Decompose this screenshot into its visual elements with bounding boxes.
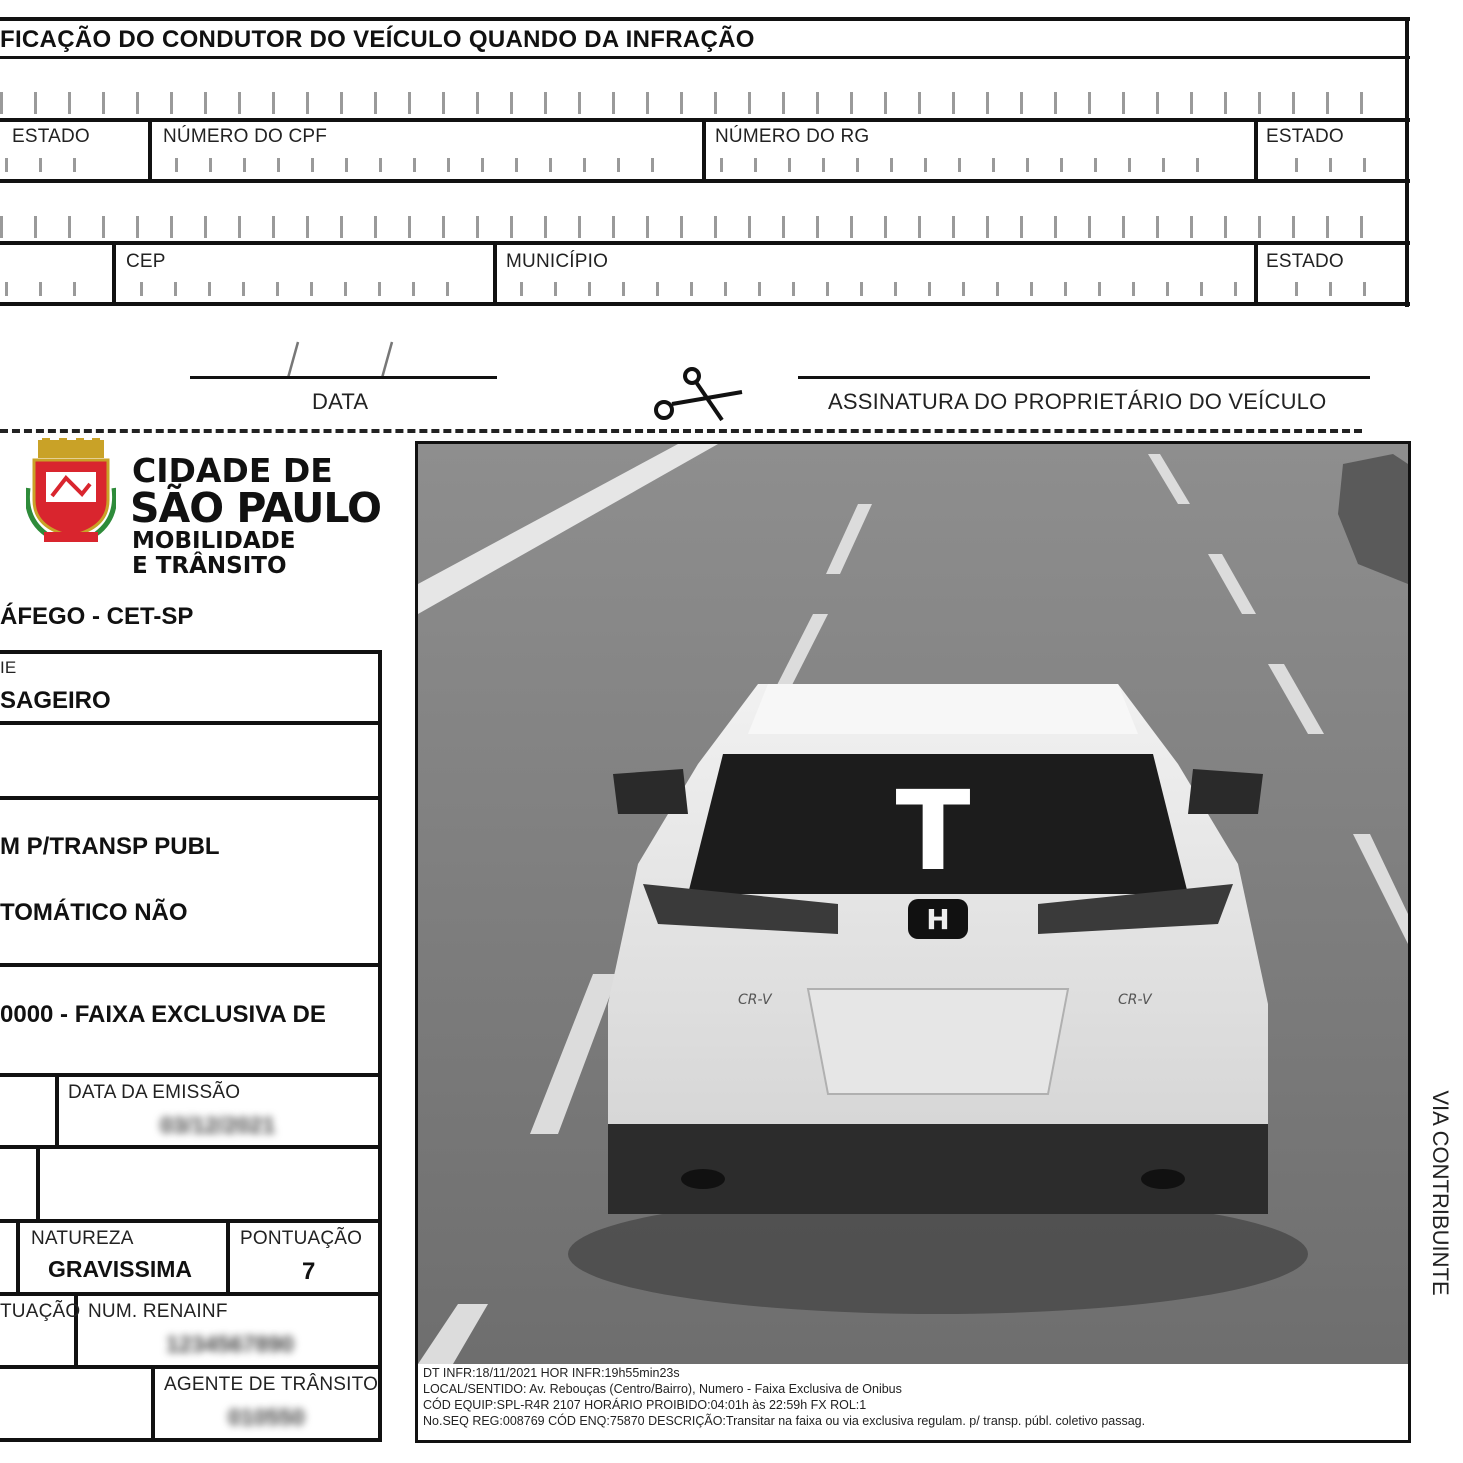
camera-photo bbox=[418, 444, 1408, 1364]
logo-line-4: E TRÂNSITO bbox=[132, 553, 287, 579]
enquadramento-value: 0000 - FAIXA EXCLUSIVA DE bbox=[0, 1001, 326, 1028]
municipio-field-ticks[interactable] bbox=[520, 282, 1240, 296]
data-emissao-value: 03/12/2021 bbox=[160, 1112, 276, 1138]
sao-paulo-coat-of-arms-icon bbox=[26, 438, 116, 544]
cpf-label: NÚMERO DO CPF bbox=[163, 126, 328, 147]
scissors-icon bbox=[650, 362, 745, 426]
especie-value: SAGEIRO bbox=[0, 687, 111, 714]
estado-label-2: ESTADO bbox=[1266, 126, 1344, 147]
estado-label-3: ESTADO bbox=[1266, 251, 1344, 272]
cep-label: CEP bbox=[126, 251, 166, 272]
date-label: DATA bbox=[312, 389, 369, 414]
rg-label: NÚMERO DO RG bbox=[715, 126, 870, 147]
estado-field-ticks[interactable] bbox=[5, 158, 105, 172]
cpf-field-ticks[interactable] bbox=[175, 158, 685, 172]
infraction-line-1: M P/TRANSP PUBL bbox=[0, 833, 220, 860]
logo-line-2: SÃO PAULO bbox=[130, 484, 381, 532]
renainf-label: NUM. RENAINF bbox=[88, 1301, 228, 1322]
natureza-label: NATUREZA bbox=[31, 1228, 134, 1249]
agency-name: ÁFEGO - CET-SP bbox=[0, 603, 194, 630]
data-emissao-label: DATA DA EMISSÃO bbox=[68, 1082, 241, 1103]
cep-field-ticks[interactable] bbox=[140, 282, 480, 296]
logo-line-3: MOBILIDADE bbox=[132, 528, 296, 554]
estado-field-ticks-3[interactable] bbox=[1295, 282, 1375, 296]
natureza-value: GRAVISSIMA bbox=[48, 1256, 192, 1282]
pontuacao-label: PONTUAÇÃO bbox=[240, 1228, 363, 1249]
name-field-ticks[interactable] bbox=[0, 92, 1380, 114]
window-letter: T bbox=[895, 767, 971, 895]
agente-label: AGENTE DE TRÂNSITO bbox=[164, 1374, 379, 1395]
badge-left: CR-V bbox=[738, 992, 772, 1008]
complemento-field-ticks[interactable] bbox=[5, 282, 105, 296]
owner-signature-line[interactable] bbox=[798, 376, 1370, 379]
autuacao-label: TUAÇÃO bbox=[0, 1301, 81, 1322]
logo-line-1: CIDADE DE bbox=[132, 451, 333, 490]
owner-signature-label: ASSINATURA DO PROPRIETÁRIO DO VEÍCULO bbox=[828, 389, 1327, 414]
caption-line-4: No.SEQ REG:008769 CÓD ENQ:75870 DESCRIÇÃO:Transitar na faixa ou via exclusiva regulam. p/ transp. públ. coletivo passag. bbox=[423, 1414, 1146, 1428]
caption-line-1: DT INFR:18/11/2021 HOR INFR:19h55min23s bbox=[423, 1366, 680, 1380]
infraction-line-2: TOMÁTICO NÃO bbox=[0, 899, 188, 926]
badge-right: CR-V bbox=[1118, 992, 1152, 1008]
cut-line bbox=[0, 429, 1362, 433]
form-header-title: FICAÇÃO DO CONDUTOR DO VEÍCULO QUANDO DA INFRAÇÃO bbox=[0, 26, 755, 53]
renainf-value: 1234567890 bbox=[166, 1331, 294, 1357]
svg-text:H: H bbox=[926, 903, 950, 936]
municipio-label: MUNICÍPIO bbox=[506, 251, 609, 272]
caption-line-2: LOCAL/SENTIDO: Av. Rebouças (Centro/Bairro), Numero - Faixa Exclusiva de Onibus bbox=[423, 1382, 902, 1396]
date-line[interactable] bbox=[190, 376, 497, 379]
address-field-ticks[interactable] bbox=[0, 216, 1390, 238]
estado-label: ESTADO bbox=[12, 126, 90, 147]
via-contribuinte-label: VIA CONTRIBUINTE bbox=[1428, 1090, 1453, 1296]
rg-field-ticks[interactable] bbox=[720, 158, 1230, 172]
vehicle-photo-illustration bbox=[418, 444, 1408, 1364]
especie-label: IE bbox=[0, 658, 17, 677]
estado-field-ticks-2[interactable] bbox=[1295, 158, 1375, 172]
agente-value: 010550 bbox=[228, 1404, 305, 1430]
pontuacao-value: 7 bbox=[302, 1258, 316, 1285]
caption-line-3: CÓD EQUIP:SPL-R4R 2107 HORÁRIO PROIBIDO:04:01h às 22:59h FX ROL:1 bbox=[423, 1398, 867, 1412]
